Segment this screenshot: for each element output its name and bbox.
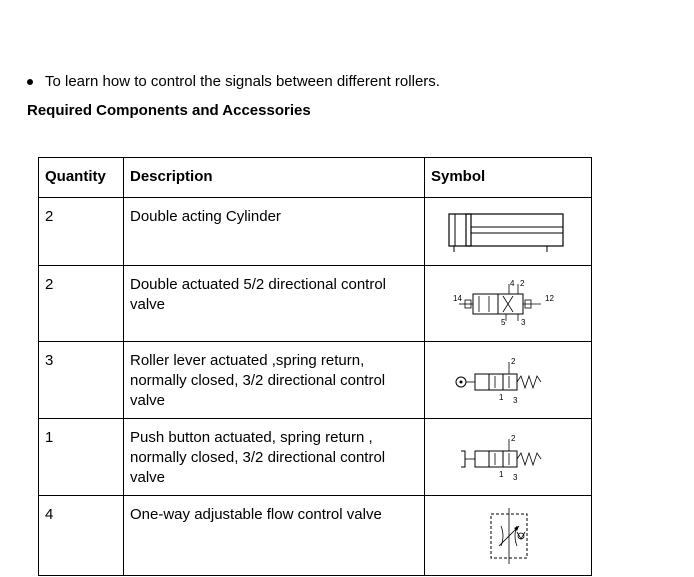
roller-3-2-valve-icon <box>443 348 573 412</box>
symbol-cell <box>425 266 592 342</box>
symbol-cell <box>425 198 592 266</box>
section-heading: Required Components and Accessories <box>27 102 311 119</box>
header-quantity: Quantity <box>39 158 124 198</box>
description-cell: Roller lever actuated ,spring return, normally closed, 3/2 directional control valve <box>124 342 425 419</box>
flow-control-valve-icon <box>443 504 573 568</box>
double-acting-cylinder-icon <box>443 208 573 256</box>
header-description: Description <box>124 158 425 198</box>
quantity-cell: 1 <box>39 419 124 496</box>
svg-text:3: 3 <box>513 473 518 482</box>
header-symbol: Symbol <box>425 158 592 198</box>
svg-text:5: 5 <box>501 317 506 327</box>
svg-text:12: 12 <box>545 293 554 303</box>
table-header-row <box>39 158 592 198</box>
svg-text:2: 2 <box>511 357 516 366</box>
symbol-cell <box>425 496 592 576</box>
table-row <box>39 342 592 419</box>
svg-text:4: 4 <box>510 278 515 288</box>
symbol-cell <box>425 342 592 419</box>
description-cell: One-way adjustable flow control valve <box>124 496 425 576</box>
quantity-cell: 4 <box>39 496 124 576</box>
objective-text: To learn how to control the signals between different rollers. <box>45 73 440 90</box>
table-row <box>39 419 592 496</box>
svg-text:3: 3 <box>513 396 518 405</box>
table-row <box>39 496 592 576</box>
svg-text:1: 1 <box>499 470 504 479</box>
svg-text:2: 2 <box>520 278 525 288</box>
description-cell: Double acting Cylinder <box>124 198 425 266</box>
pushbutton-3-2-valve-icon <box>443 425 573 489</box>
description-cell: Push button actuated, spring return , normally closed, 3/2 directional control valve <box>124 419 425 496</box>
components-table <box>38 157 592 576</box>
description-cell: Double actuated 5/2 directional control valve <box>124 266 425 342</box>
quantity-cell: 2 <box>39 266 124 342</box>
quantity-cell: 2 <box>39 198 124 266</box>
symbol-cell <box>425 419 592 496</box>
5-2-valve-icon <box>443 274 573 334</box>
table-row <box>39 266 592 342</box>
svg-text:14: 14 <box>453 293 462 303</box>
svg-text:3: 3 <box>521 317 526 327</box>
svg-text:1: 1 <box>499 393 504 402</box>
quantity-cell: 3 <box>39 342 124 419</box>
objective-bullet <box>27 73 440 90</box>
table-row <box>39 198 592 266</box>
bullet-dot-icon <box>27 79 33 85</box>
svg-text:2: 2 <box>511 434 516 443</box>
